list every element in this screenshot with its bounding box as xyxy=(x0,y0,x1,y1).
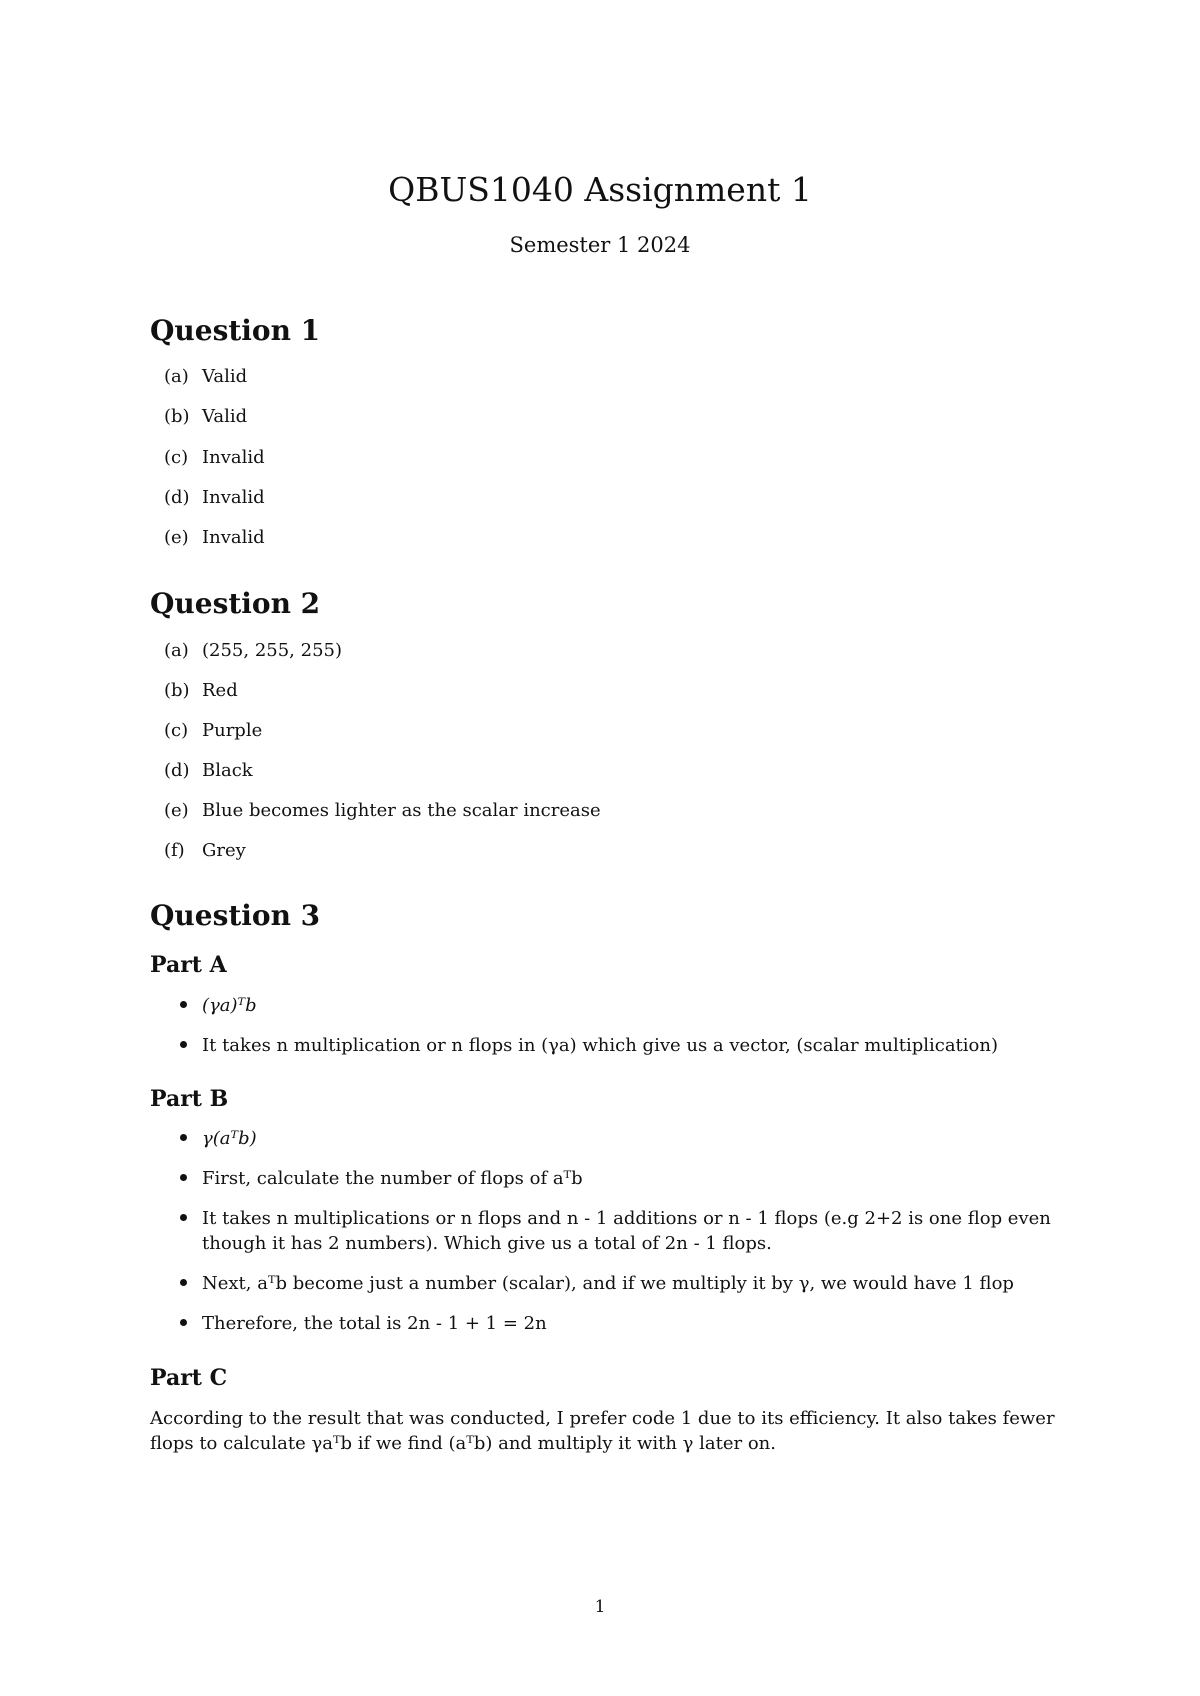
q2-item-label: (a) xyxy=(164,640,189,661)
bullet-dot xyxy=(180,1134,187,1141)
bullet-dot xyxy=(180,1214,187,1221)
q2-item-text: Red xyxy=(202,680,238,701)
q1-item-label: (c) xyxy=(164,447,189,468)
part-c-paragraph: According to the result that was conducted, I prefer code 1 due to its efficiency. It also takes fewer flops to calculate γaᵀb if we find (aᵀb) and multiply it with γ later on. xyxy=(150,1408,1055,1454)
bullet-dot xyxy=(180,1174,187,1181)
bullet-text: γ(aᵀb) xyxy=(202,1128,257,1149)
q2-item-text: Blue becomes lighter as the scalar increase xyxy=(202,800,601,821)
q2-item-label: (b) xyxy=(164,680,190,701)
q2-item-label: (c) xyxy=(164,720,189,741)
q2-item-text: Grey xyxy=(202,840,246,861)
bullet-text: It takes n multiplication or n flops in (γa) which give us a vector, (scalar multiplication) xyxy=(202,1035,998,1056)
q1-item-label: (b) xyxy=(164,406,190,427)
document-subtitle: Semester 1 2024 xyxy=(509,233,691,257)
q2-item-text: (255, 255, 255) xyxy=(202,640,343,661)
q1-item-text: Invalid xyxy=(202,527,265,548)
q1-item-text: Invalid xyxy=(202,487,265,508)
page-number: 1 xyxy=(594,1597,606,1617)
q2-item-label: (f) xyxy=(164,840,185,861)
bullet-text: It takes n multiplications or n flops and n - 1 additions or n - 1 flops (e.g 2+2 is one flop even though it has 2 numbers). Which give us a total of 2n - 1 flops. xyxy=(202,1208,1051,1254)
q1-item-label: (d) xyxy=(164,487,190,508)
question-1-heading: Question 1 xyxy=(150,314,321,347)
q2-item-text: Black xyxy=(202,760,253,781)
q1-item-text: Valid xyxy=(202,406,248,427)
bullet-dot xyxy=(180,1319,187,1326)
bullet-text: Therefore, the total is 2n - 1 + 1 = 2n xyxy=(202,1313,547,1334)
part-b-heading: Part B xyxy=(150,1086,229,1112)
bullet-text: First, calculate the number of flops of aᵀb xyxy=(202,1168,583,1189)
question-2-heading: Question 2 xyxy=(150,587,321,620)
bullet-dot xyxy=(180,1279,187,1286)
part-a-heading: Part A xyxy=(150,952,227,978)
q1-item-text: Valid xyxy=(202,366,248,387)
bullet-dot xyxy=(180,1001,187,1008)
part-c-heading: Part C xyxy=(150,1365,228,1391)
document-title: QBUS1040 Assignment 1 xyxy=(388,170,812,209)
bullet-text: (γa)ᵀb xyxy=(202,995,257,1016)
q2-item-text: Purple xyxy=(202,720,263,741)
q2-item-label: (e) xyxy=(164,800,189,821)
q2-item-label: (d) xyxy=(164,760,190,781)
q1-item-label: (e) xyxy=(164,527,189,548)
bullet-text: Next, aᵀb become just a number (scalar), and if we multiply it by γ, we would have 1 flop xyxy=(202,1273,1014,1294)
q1-item-label: (a) xyxy=(164,366,189,387)
question-3-heading: Question 3 xyxy=(150,899,321,932)
q1-item-text: Invalid xyxy=(202,447,265,468)
bullet-dot xyxy=(180,1041,187,1048)
